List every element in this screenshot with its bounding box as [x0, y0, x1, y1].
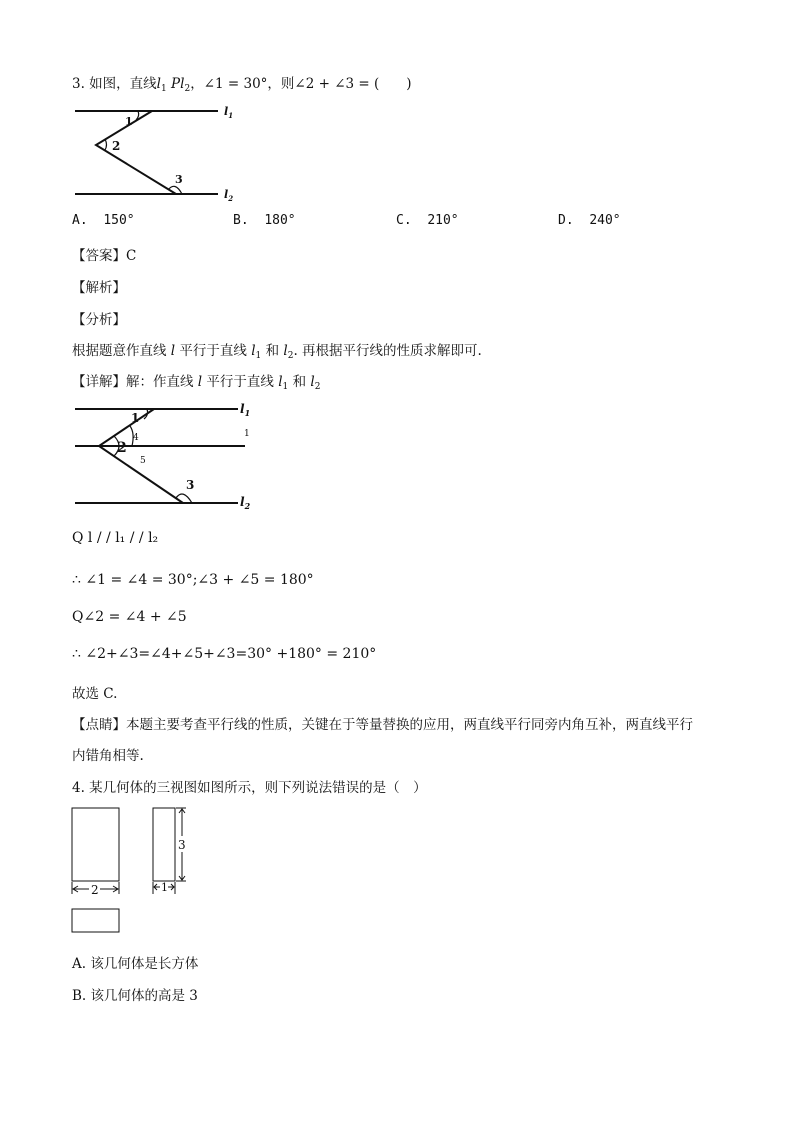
q3-option-b[interactable]: B. 180° [233, 213, 296, 228]
q4-option-a[interactable]: A. 该几何体是长方体 [72, 956, 199, 972]
q3-option-c[interactable]: C. 210° [396, 213, 459, 228]
q3-comment-line2: 内错角相等. [72, 748, 144, 764]
q3-answer: 【答案】C [72, 248, 137, 264]
q3-step-1: Q l / / l₁ / / l₂ [72, 530, 159, 546]
q3-step-2: ∴ ∠1 = ∠4 = 30°;∠3 + ∠5 = 180° [72, 572, 314, 588]
q4-stem: 4. 某几何体的三视图如图所示，则下列说法错误的是（ ） [72, 780, 427, 796]
fig1-label-2: 2 [112, 139, 121, 153]
fig1-label-1: 1 [125, 115, 133, 128]
fig1-label-3: 3 [175, 173, 183, 186]
q3-figure-1 [72, 103, 242, 203]
q3-conclusion: 故选 C. [72, 686, 118, 702]
fig2-label-3: 3 [186, 478, 195, 492]
q3-step-4: ∴ ∠2+∠3=∠4+∠5+∠3=30° +180° = 210° [72, 646, 377, 662]
q3-fenxi-tag: 【分析】 [72, 312, 126, 328]
svg-text:l2: $l_2$ [240, 495, 251, 511]
front-width-label: 2 [91, 883, 99, 897]
q3-fenxi-text: 根据题意作直线 l 平行于直线 $l_1$ 和 $l_2$. 再根据平行线的性质求解即可. [72, 343, 482, 361]
q3-analysis-tag: 【解析】 [72, 280, 126, 296]
fig1-l2: l [224, 188, 229, 201]
svg-text:l1: $l_1$ [240, 402, 251, 418]
q3-step-3: Q∠2 = ∠4 + ∠5 [72, 609, 187, 625]
svg-text:l1: $l_1$ [224, 105, 234, 120]
q3-option-d[interactable]: D. 240° [558, 213, 621, 228]
fig1-l1: l [224, 105, 229, 118]
q3-figure-2 [72, 400, 272, 512]
fig2-label-5: 5 [140, 456, 146, 466]
q3-stem: 3. 如图，直线$l_1$ $Pl_2$，∠1 = 30°，则∠2 + ∠3 = ( ) [72, 76, 412, 94]
fig2-label-1: 1 [131, 411, 140, 425]
q4-option-b[interactable]: B. 该几何体的高是 3 [72, 988, 198, 1004]
svg-text:l2: $l_2$ [224, 188, 234, 203]
fig2-label-2: 2 [117, 440, 127, 456]
fig2-label-4: 4 [133, 433, 139, 443]
side-height-label: 3 [178, 838, 186, 852]
q4-three-views [70, 806, 200, 936]
q3-comment-line1: 【点睛】本题主要考查平行线的性质，关键在于等量替换的应用，两直线平行同旁内角互补，两直线平行 [72, 717, 693, 733]
q3-option-a[interactable]: A. 150° [72, 213, 135, 228]
q3-detail-text: 【详解】解：作直线 l 平行于直线 $l_1$ 和 $l_2$ [72, 374, 321, 392]
fig2-label-right: 1 [244, 429, 250, 439]
side-width-label: 1 [161, 881, 168, 894]
